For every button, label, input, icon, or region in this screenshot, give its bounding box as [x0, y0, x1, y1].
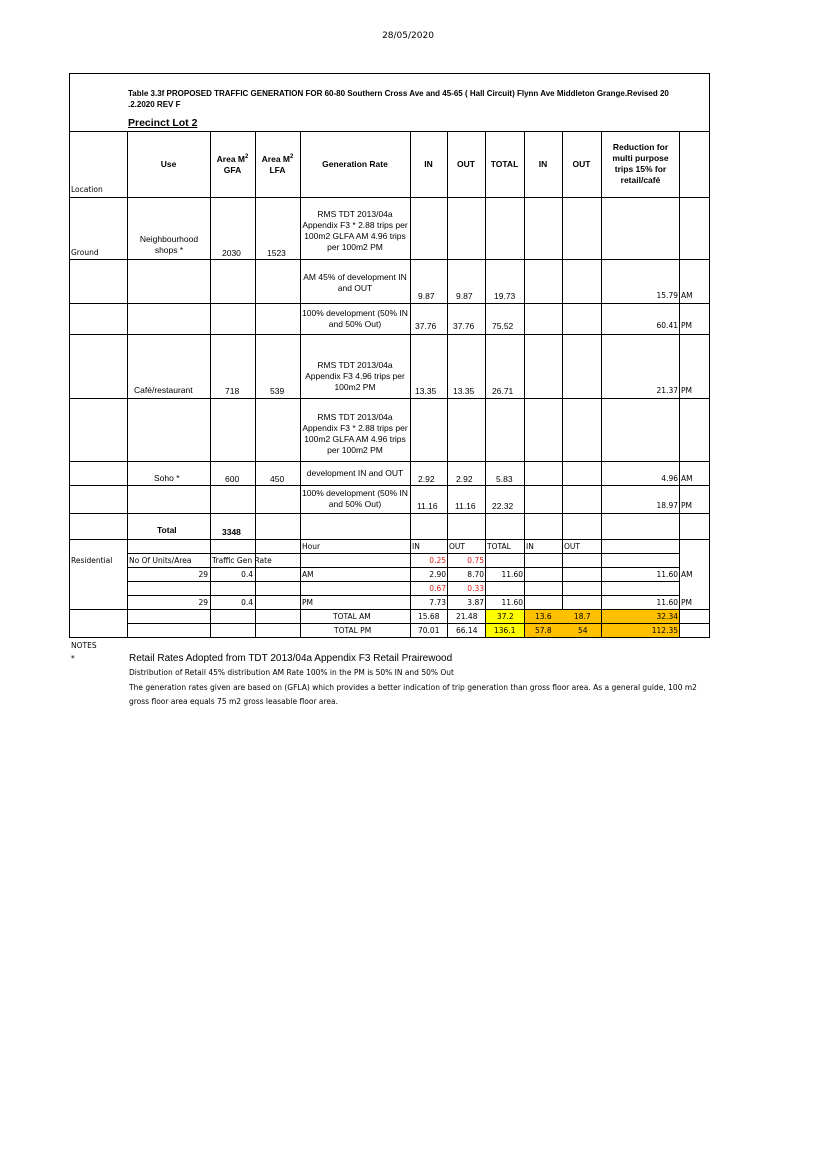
res-header-in-2: IN [526, 542, 534, 551]
ground-lfa: 1523 [267, 248, 286, 258]
header-out-2: OUT [572, 158, 591, 169]
res-am-total: 11.60 [501, 570, 523, 579]
res-pm-hour: PM [302, 598, 313, 607]
soho-pm-in: 11.16 [417, 501, 438, 511]
res-pm-rate: 0.4 [241, 598, 253, 607]
header-in: IN [424, 158, 433, 169]
res-pm-reduction: 11.60 [656, 598, 678, 607]
total-pm-out: 66.14 [456, 626, 478, 635]
total-pm-in-2: 57.8 [535, 626, 552, 635]
header-reduction: Reduction for multi purpose trips 15% for retail/café [612, 142, 669, 185]
total-am-out: 21.48 [456, 612, 478, 621]
notes-line-3: The generation rates given are based on (GFLA) which provides a better indication of trip generation than gross floor area. As a general guide, 100 m2 gross floor area equals 75 m2 gross leasable floor area. [129, 683, 697, 706]
header-gfa: Area $M^2$ GFA [216, 153, 249, 175]
total-am-reduction: 32.34 [656, 612, 678, 621]
soho-pm-out: 11.16 [455, 501, 476, 511]
total-am-in: 15.68 [418, 612, 440, 621]
soho-pm-total: 22.32 [492, 501, 514, 511]
ground-gfa: 2030 [222, 248, 241, 258]
cafe-lfa: 539 [270, 386, 285, 396]
total-am-in-2: 13.6 [535, 612, 552, 621]
total-am-total: 37.2 [497, 612, 514, 621]
res-pm-out-rate: 0.33 [467, 584, 484, 593]
soho-reduction: 4.96 [661, 474, 678, 483]
res-am-reduction: 11.60 [656, 570, 678, 579]
ground-am-in: 9.87 [418, 291, 435, 301]
total-gfa: 3348 [222, 527, 241, 537]
res-am-in-rate: 0.25 [429, 556, 446, 565]
cafe-period: PM [681, 386, 692, 395]
notes-star: * [71, 654, 75, 663]
soho-pm-reduction: 18.97 [656, 501, 678, 510]
location-ground: Ground [71, 248, 99, 257]
header-location: Location [71, 185, 103, 194]
soho-out: 2.92 [456, 474, 473, 484]
total-pm-label: TOTAL PM [334, 626, 372, 635]
use-cafe-restaurant: Café/restaurant [134, 385, 193, 395]
res-header-out-2: OUT [564, 542, 580, 551]
header-in-2: IN [538, 158, 548, 169]
ground-am-reduction: 15.79 [656, 291, 678, 300]
ground-am-total: 19.73 [494, 291, 516, 301]
header-out: OUT [457, 158, 475, 169]
res-am-out-rate: 0.75 [467, 556, 484, 565]
ground-am-period: AM [681, 291, 693, 300]
soho-gfa: 600 [225, 474, 240, 484]
table-title: Table 3.3f PROPOSED TRAFFIC GENERATION FOR 60-80 Southern Cross Ave and 45-65 ( Hall Circuit) Flynn Ave Middleton Grange.Revised 20 .2.2020 REV F [128, 89, 669, 109]
location-residential: Residential [71, 556, 113, 565]
header-generation-rate: Generation Rate [322, 158, 388, 169]
soho-rate-block: RMS TDT 2013/04a Appendix F3 * 2.88 trips per 100m2 GLFA AM 4.96 trips per 100m2 PM [302, 411, 408, 455]
ground-am-out: 9.87 [456, 291, 473, 301]
res-units-label: No Of Units/Area [129, 556, 192, 565]
soho-rate: development IN and OUT [306, 467, 404, 478]
res-header-out: OUT [449, 542, 465, 551]
res-am-rate: 0.4 [241, 570, 253, 579]
cafe-reduction: 21.37 [656, 386, 678, 395]
res-rate-label: Traffic Gen Rate [212, 556, 272, 565]
res-pm-total: 11.60 [501, 598, 523, 607]
soho-pm-rate: 100% development (50% IN and 50% Out) [302, 488, 408, 509]
use-soho: Soho * [154, 473, 180, 483]
ground-pm-reduction: 60.41 [656, 321, 678, 330]
total-label: Total [157, 525, 177, 535]
res-am-units: 29 [198, 570, 208, 579]
soho-lfa: 450 [270, 474, 285, 484]
use-neighbourhood-shops: Neighbourhood shops * [139, 234, 199, 255]
res-pm-in: 7.73 [429, 598, 446, 607]
res-header-in: IN [412, 542, 420, 551]
res-header-total: TOTAL [487, 542, 511, 551]
total-pm-reduction: 112.35 [651, 626, 678, 635]
cafe-gfa: 718 [225, 386, 240, 396]
page-date: 28/05/2020 [382, 31, 434, 41]
total-pm-total: 136.1 [494, 626, 516, 635]
ground-rate: RMS TDT 2013/04a Appendix F3 * 2.88 trips per 100m2 GLFA AM 4.96 trips per 100m2 PM [302, 208, 408, 252]
ground-pm-in: 37.76 [415, 321, 437, 331]
header-lfa: Area $M^2$ LFA [261, 153, 294, 175]
soho-pm-period: PM [681, 501, 692, 510]
precinct-label: Precinct Lot 2 [128, 117, 198, 129]
cafe-total: 26.71 [492, 386, 514, 396]
cafe-rate: RMS TDT 2013/04a Appendix F3 4.96 trips per 100m2 PM [305, 359, 405, 392]
res-am-out: 8.70 [467, 570, 484, 579]
notes-line-2: Distribution of Retail 45% distribution AM Rate 100% in the PM is 50% IN and 50% Out [129, 668, 454, 677]
ground-pm-total: 75.52 [492, 321, 514, 331]
total-am-out-2: 18.7 [574, 612, 591, 621]
header-total: TOTAL [490, 158, 519, 169]
header-use: Use [160, 158, 177, 169]
soho-in: 2.92 [418, 474, 435, 484]
res-header-hour: Hour [302, 542, 321, 551]
res-am-hour: AM [302, 570, 314, 579]
res-pm-units: 29 [198, 598, 208, 607]
cafe-in: 13.35 [415, 386, 437, 396]
ground-pm-out: 37.76 [453, 321, 475, 331]
res-pm-out: 3.87 [467, 598, 484, 607]
total-pm-out-2: 54 [578, 626, 588, 635]
total-am-label: TOTAL AM [333, 612, 371, 621]
notes-line-1: Retail Rates Adopted from TDT 2013/04a Appendix F3 Retail Prairewood [129, 653, 453, 664]
ground-pm-rate: 100% development (50% IN and 50% Out) [302, 308, 408, 329]
res-pm-in-rate: 0.67 [429, 584, 446, 593]
ground-am-rate: AM 45% of development IN and OUT [303, 272, 407, 293]
soho-period: AM [681, 474, 693, 483]
res-am-in: 2.90 [429, 570, 446, 579]
cafe-out: 13.35 [453, 386, 475, 396]
notes-heading: NOTES [71, 641, 97, 650]
ground-pm-period: PM [681, 321, 692, 330]
total-pm-in: 70.01 [418, 626, 440, 635]
soho-total: 5.83 [496, 474, 513, 484]
res-pm-period: PM [681, 598, 692, 607]
res-am-period: AM [681, 570, 693, 579]
